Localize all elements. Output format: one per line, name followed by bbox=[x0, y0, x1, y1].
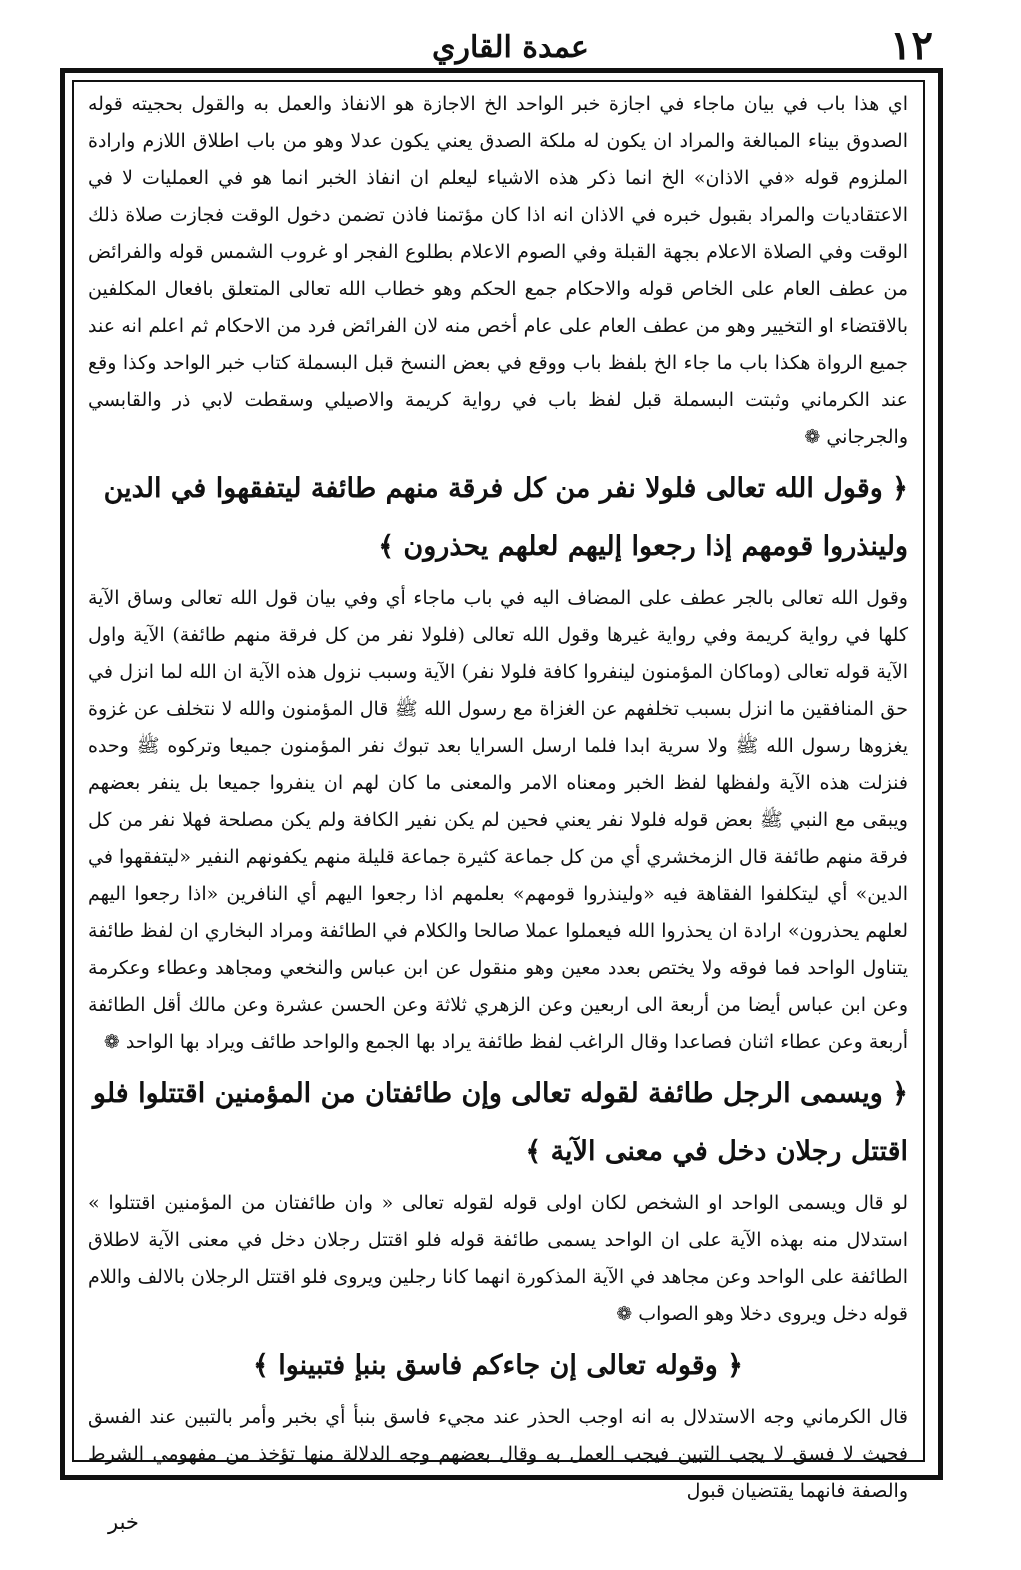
commentary-paragraph-1: اي هذا باب في بيان ماجاء في اجازة خبر الواحد الخ الاجازة هو الانفاذ والعمل به والقول بحجيته قوله الصدوق بيناء المبالغة والمراد ان يكون له ملكة الصدق يعني يكون عدلا وهو من باب اطلاق اللازم وارادة الملزوم قوله «في الاذان» الخ انما ذكر هذه الاشياء ليعلم ان انفاذ الخبر انما هو في العمليات لا في الاعتقاديات والمراد بقبول خبره في الاذان انه اذا كان مؤتمنا فاذن تضمن دخول الوقت فجازت صلاة ذلك الوقت وفي الصلاة الاعلام بجهة القبلة وفي الصوم الاعلام بطلوع الفجر او غروب الشمس قوله والفرائض من عطف العام على الخاص قوله والاحكام جمع الحكم وهو خطاب الله تعالى المتعلق بافعال المكلفين بالاقتضاء او التخيير وهو من عطف العام على عام أخص منه لان الفرائض فرد من الاحكام ثم اعلم انه عند جميع الرواة هكذا باب ما جاء الخ بلفظ باب ووقع في بعض النسخ قبل البسملة كتاب خبر الواحد وكذا وقع عند الكرماني وثبتت البسملة قبل لفظ باب في رواية كريمة والاصيلي وسقطت لابي ذر والقابسي والجرجاني ❁ bbox=[88, 93, 908, 448]
running-title: عمدة القاري bbox=[432, 30, 589, 65]
quran-verse-heading-3: ﴿ وقوله تعالى إن جاءكم فاسق بنبإ فتبينوا ﴾ bbox=[253, 1350, 743, 1381]
commentary-paragraph-2: وقول الله تعالى بالجر عطف على المضاف اليه في باب ماجاء أي وفي بيان قول الله تعالى وساق الآية كلها في رواية كريمة وفي رواية غيرها وقول الله تعالى (فلولا نفر من كل فرقة منهم طائفة) الآية واول الآية قوله تعالى (وماكان المؤمنون لينفروا كافة فلولا نفر) الآية وسبب نزول هذه الآية ان الله لما انزل في حق المنافقين ما انزل بسبب تخلفهم عن الغزاة مع رسول الله ﷺ قال المؤمنون والله لا نتخلف عن غزوة يغزوها رسول الله ﷺ ولا سرية ابدا فلما ارسل السرايا بعد تبوك نفر المؤمنون جميعا وتركوه ﷺ وحده فنزلت هذه الآية ولفظها لفظ الخبر ومعناه الامر والمعنى ما كان لهم ان ينفروا جميعا بل ينفر بعضهم ويبقى مع النبي ﷺ بعض قوله فلولا نفر يعني فحين لم يكن نفير الكافة ولم يكن مصلحة فهلا نفر من كل فرقة منهم طائفة قال الزمخشري أي من كل جماعة كثيرة جماعة قليلة منهم يكفونهم النفير «ليتفقهوا في الدين» أي ليتكلفوا الفقاهة فيه «ولينذروا قومهم» بعلمهم اذا رجعوا اليهم أي النافرين «اذا رجعوا اليهم لعلهم يحذرون» ارادة ان يحذروا الله فيعملوا عملا صالحا والكلام في الطائفة ومراد البخاري ان لفظ طائفة يتناول الواحد فما فوقه ولا يختص بعدد معين وهو منقول عن ابن عباس والنخعي ومجاهد وعطاء وعكرمة وعن ابن عباس أيضا من أربعة الى اربعين وعن الزهري ثلاثة وعن الحسن عشرة وعن مالك أقل الطائفة أربعة وعن عطاء اثنان فصاعدا وقال الراغب لفظ طائفة يراد بها الجمع والواحد طائف ويراد بها الواحد ❁ bbox=[87, 587, 908, 1053]
quran-verse-heading-2: ﴿ ويسمى الرجل طائفة لقوله تعالى وإن طائفتان من المؤمنين اقتتلوا فلو اقتتل رجلان دخل في معنى الآية ﴾ bbox=[92, 1078, 908, 1167]
commentary-paragraph-4: قال الكرماني وجه الاستدلال به انه اوجب الحذر عند مجيء فاسق بنبأ أي بخبر وأمر بالتبين عند الفسق فحيث لا فسق لا يجب التبين فيجب العمل به وقال بعضهم وجه الدلالة منها تؤخذ من مفهومي الشرط والصفة فانهما يقتضيان قبول bbox=[88, 1406, 908, 1502]
commentary-paragraph-3: لو قال ويسمى الواحد او الشخص لكان اولى قوله لقوله تعالى « وان طائفتان من المؤمنين اقتتلوا » استدلال منه بهذه الآية على ان الواحد يسمى طائفة قوله فلو اقتتل رجلان دخل في معنى الآية لاطلاق الطائفة على الواحد وعن مجاهد في الآية المذكورة انهما كانا رجلين ويروى فلو اقتتل الرجلان بالالف واللام قوله دخل ويروى دخلا وهو الصواب ❁ bbox=[88, 1192, 908, 1325]
catchword: خبر bbox=[108, 1510, 139, 1534]
page-number: ١٢ bbox=[890, 22, 933, 69]
quran-verse-heading-1: ﴿ وقول الله تعالى فلولا نفر من كل فرقة منهم طائفة ليتفقهوا في الدين ولينذروا قومهم إذا رجعوا إليهم لعلهم يحذرون ﴾ bbox=[103, 473, 908, 562]
main-text-block bbox=[87, 86, 908, 1502]
